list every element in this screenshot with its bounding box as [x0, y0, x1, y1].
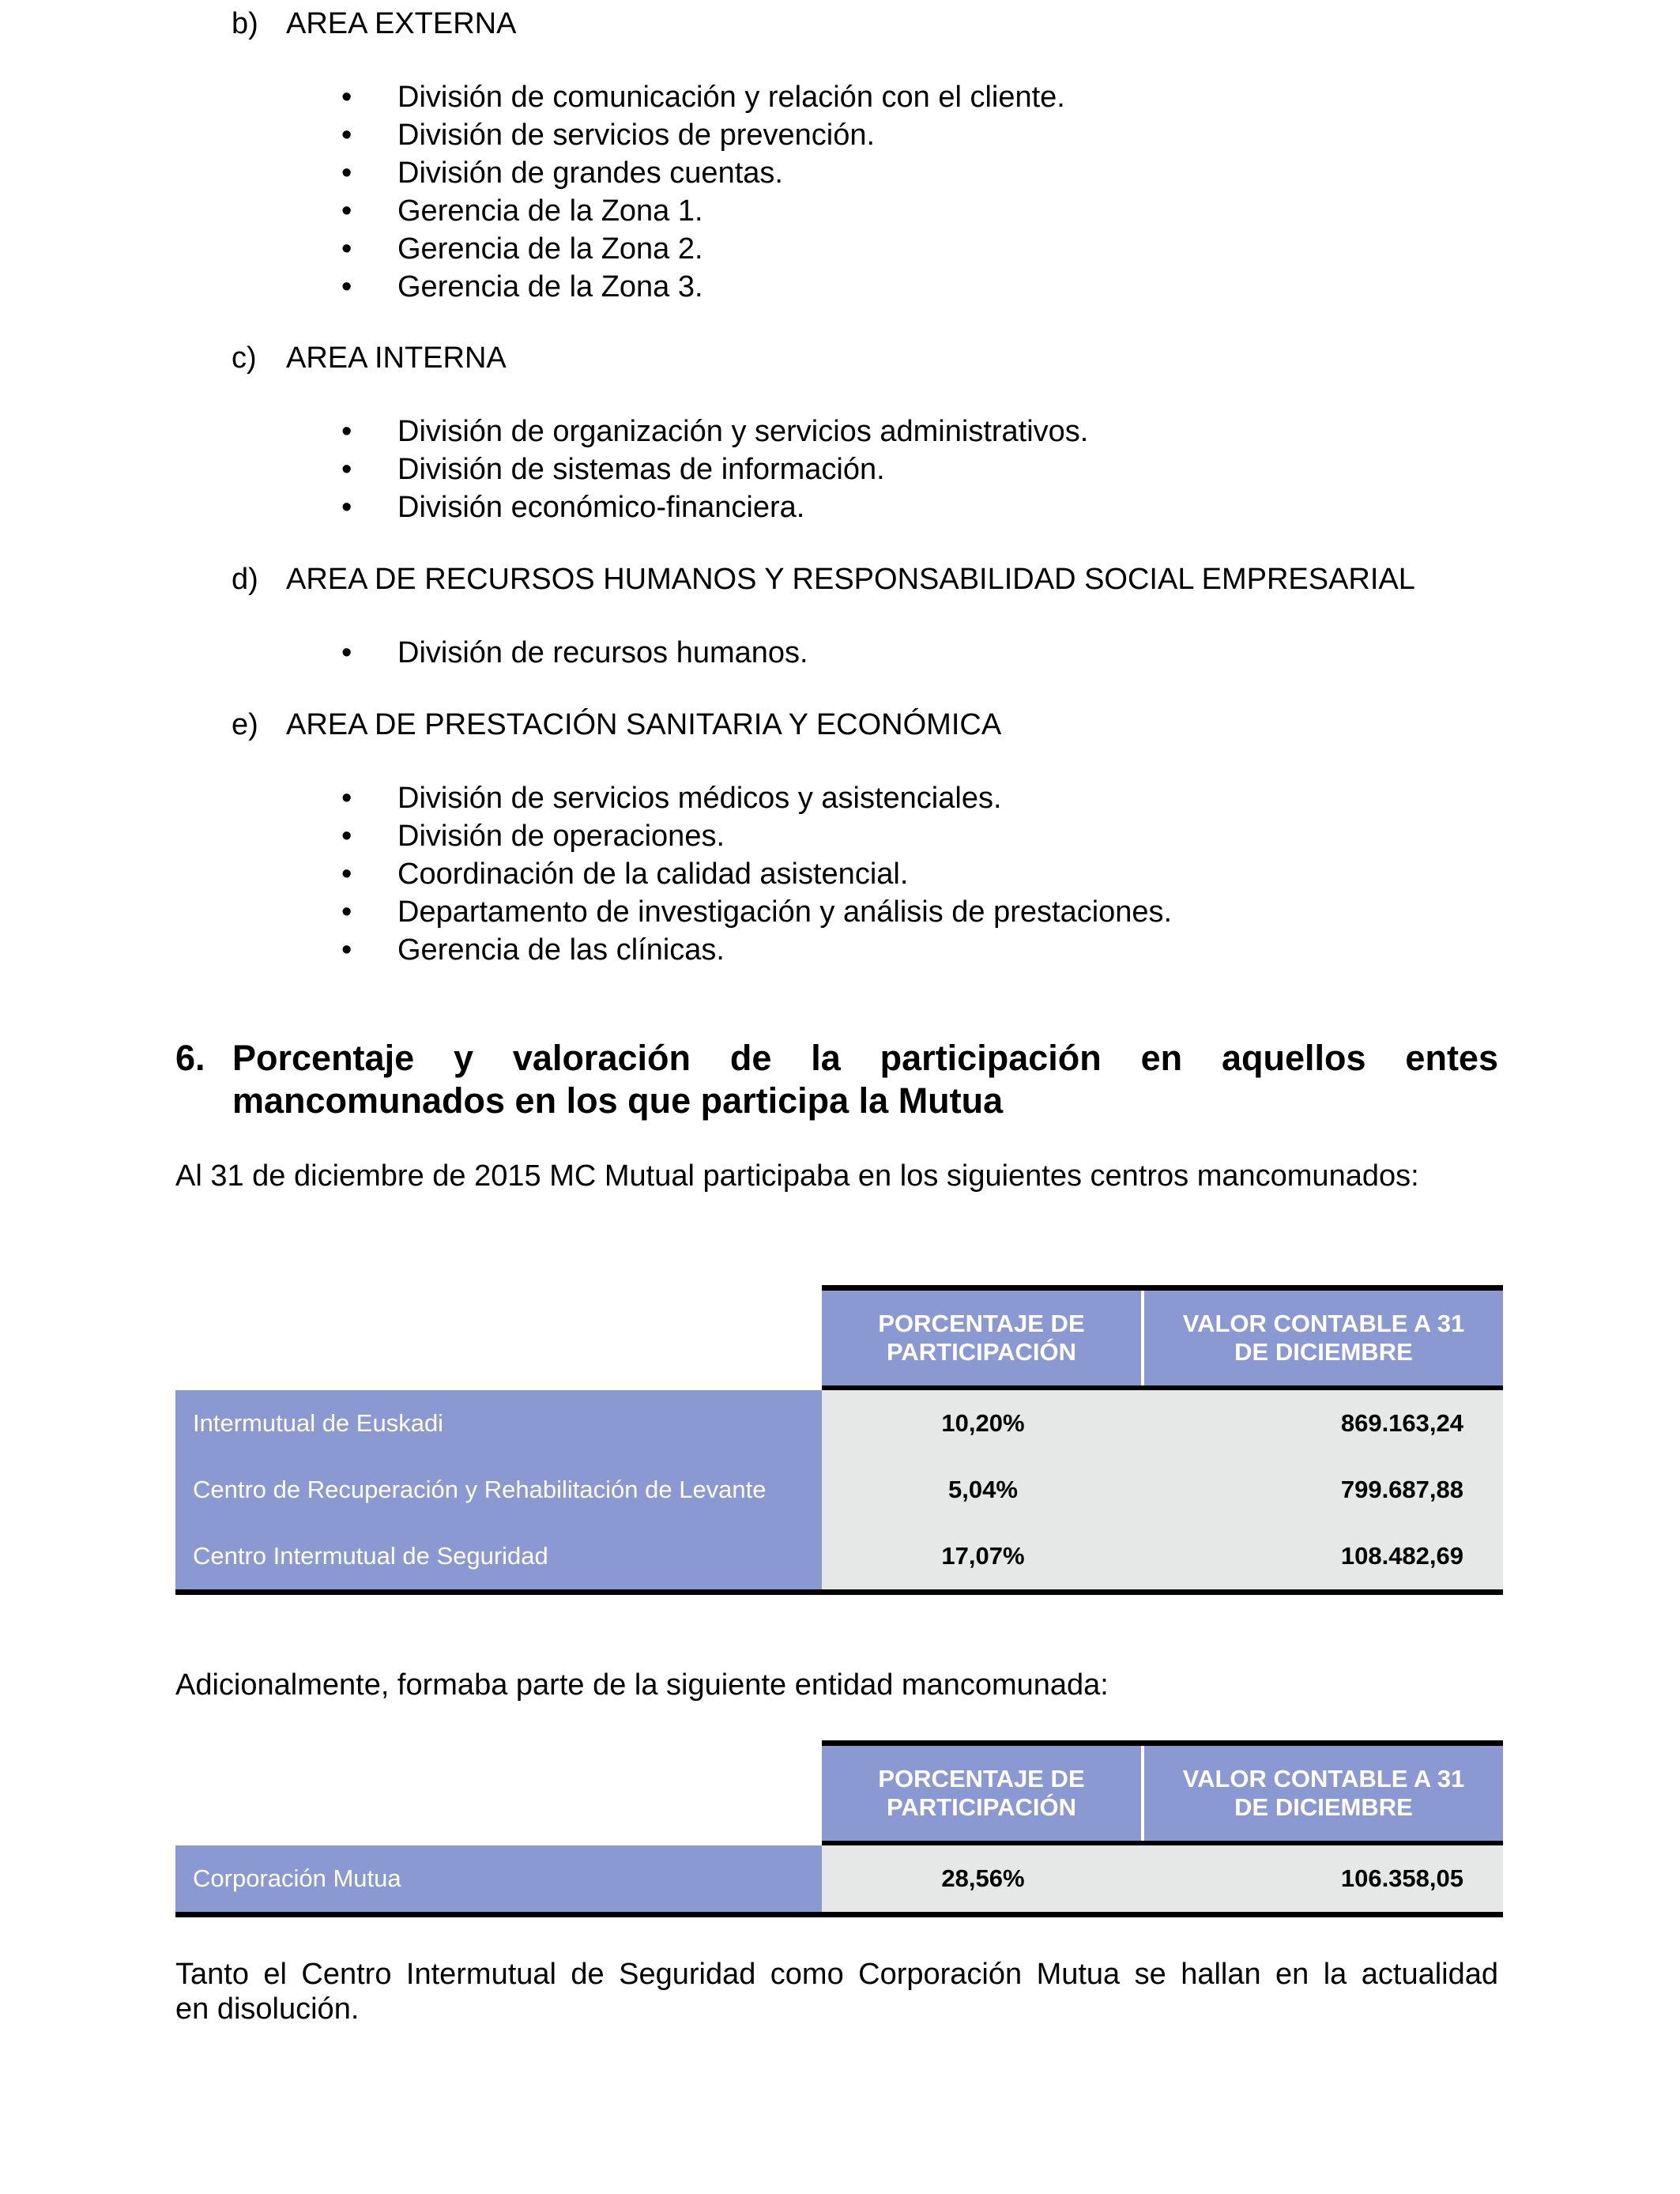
participation-table	[175, 1285, 1503, 1606]
section-d-label: d)	[232, 563, 258, 596]
header-valor-contable: VALOR CONTABLE A 31 DE DICIEMBRE	[1144, 1291, 1503, 1385]
table-row	[175, 1457, 1503, 1523]
entity-name: Intermutual de Euskadi	[175, 1390, 822, 1457]
closing-line-2: en disolución.	[175, 1992, 360, 2026]
entity-percentage: 17,07%	[822, 1523, 1144, 1589]
section-e-title: AREA DE PRESTACIÓN SANITARIA Y ECONÓMICA	[286, 708, 1002, 741]
table-bottom-rule	[175, 1912, 1503, 1917]
table-top-rule	[822, 1285, 1503, 1291]
closing-paragraph	[175, 1957, 1498, 2026]
section-c-label: c)	[232, 341, 257, 375]
heading-number: 6.	[175, 1038, 205, 1078]
section-d-title: AREA DE RECURSOS HUMANOS Y RESPONSABILIDAD SOCIAL EMPRESARIAL	[286, 563, 1415, 596]
table-top-rule	[822, 1740, 1503, 1746]
entity-value: 106.358,05	[1144, 1845, 1503, 1912]
header-porcentaje: PORCENTAJE DE PARTICIPACIÓN	[822, 1291, 1141, 1385]
entity-percentage: 5,04%	[822, 1457, 1144, 1523]
intro-paragraph: Al 31 de diciembre de 2015 MC Mutual participaba en los siguientes centros mancomunados:	[175, 1159, 1419, 1193]
additional-table	[175, 1740, 1503, 1922]
entity-value: 108.482,69	[1144, 1523, 1503, 1589]
entity-name: Corporación Mutua	[175, 1845, 822, 1912]
heading-line-2: mancomunados en los que participa la Mutua	[232, 1080, 1004, 1121]
header-porcentaje: PORCENTAJE DE PARTICIPACIÓN	[822, 1746, 1141, 1841]
entity-value: 799.687,88	[1144, 1457, 1503, 1523]
header-valor-contable: VALOR CONTABLE A 31 DE DICIEMBRE	[1144, 1746, 1503, 1841]
section-b-title: AREA EXTERNA	[286, 7, 517, 40]
section-c-title: AREA INTERNA	[286, 341, 507, 375]
entity-percentage: 10,20%	[822, 1390, 1144, 1457]
entity-name: Centro de Recuperación y Rehabilitación de Levante	[175, 1457, 822, 1523]
closing-line-1: Tanto el Centro Intermutual de Seguridad como Corporación Mutua se hallan en la actualidad	[175, 1958, 1498, 1991]
table-row	[175, 1523, 1503, 1589]
section-b-label: b)	[232, 7, 258, 40]
table-row	[175, 1845, 1503, 1912]
heading-line-1: Porcentaje y valoración de la participación en aquellos entes	[232, 1038, 1498, 1078]
entity-name: Centro Intermutual de Seguridad	[175, 1523, 822, 1589]
entity-value: 869.163,24	[1144, 1390, 1503, 1457]
section-e-label: e)	[232, 708, 258, 741]
entity-percentage: 28,56%	[822, 1845, 1144, 1912]
additional-paragraph: Adicionalmente, formaba parte de la siguiente entidad mancomunada:	[175, 1668, 1109, 1702]
table-row	[175, 1390, 1503, 1457]
table-bottom-rule	[175, 1589, 1503, 1595]
